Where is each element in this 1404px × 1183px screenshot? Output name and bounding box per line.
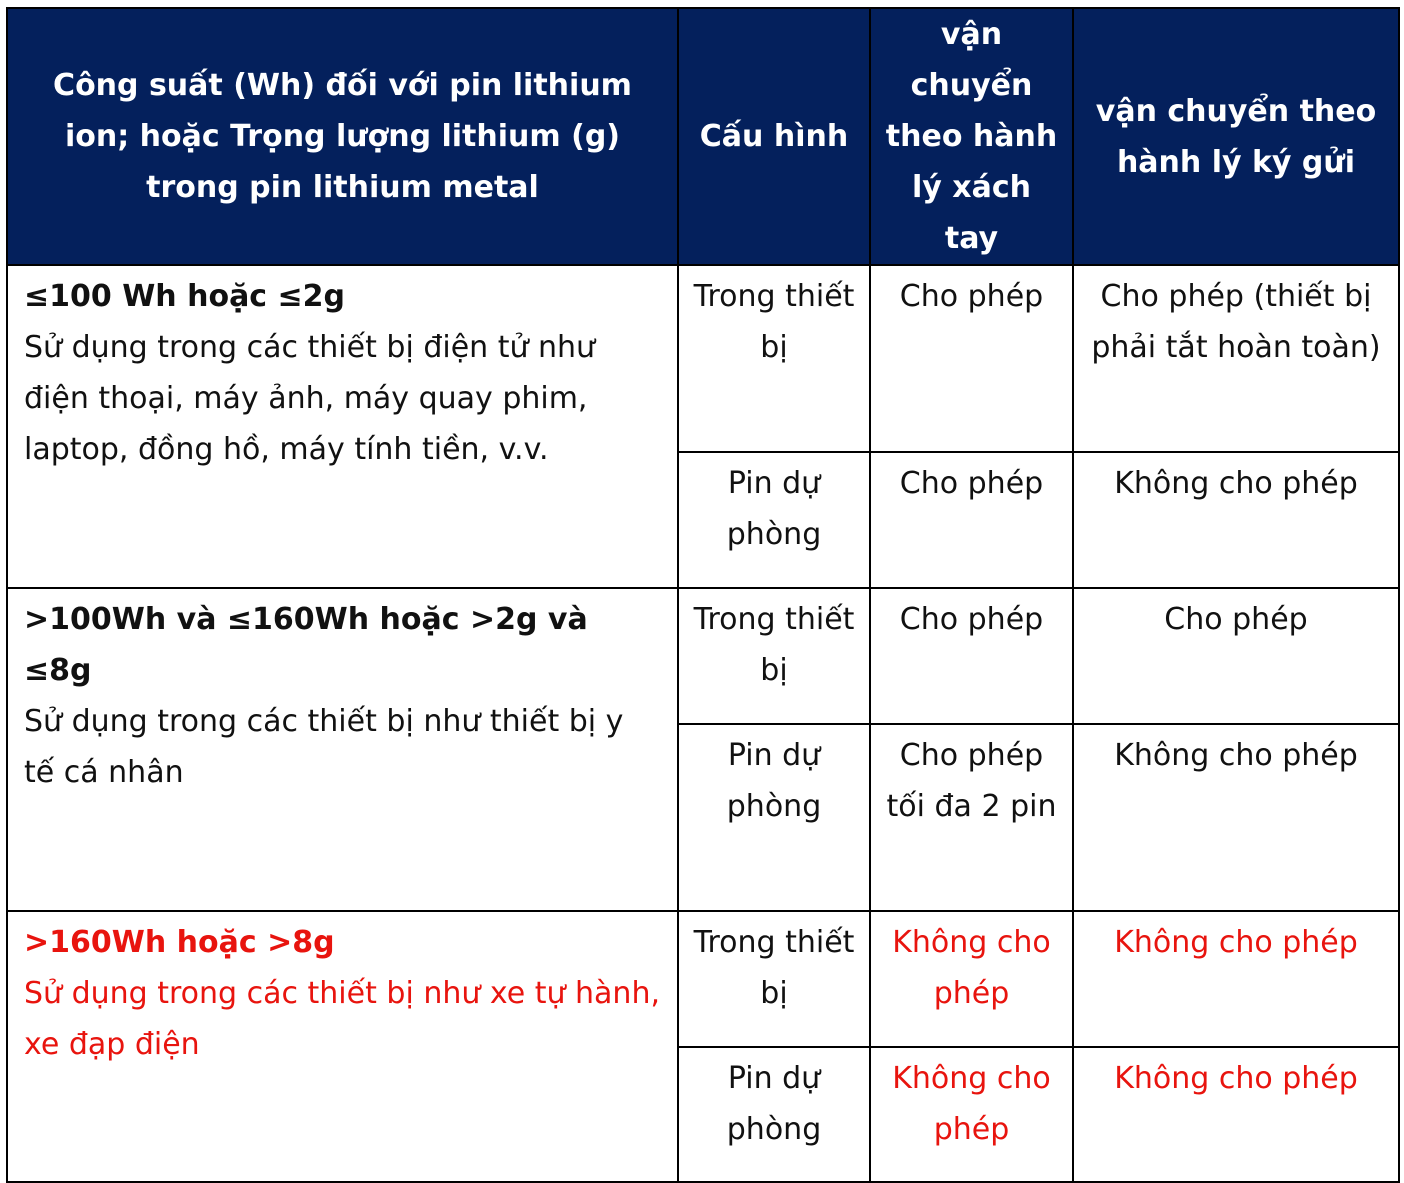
carry-on-cell: Cho phép xyxy=(870,588,1073,724)
configuration-cell: Trong thiết bị xyxy=(678,911,870,1047)
configuration-cell: Trong thiết bị xyxy=(678,588,870,724)
header-checked: vận chuyển theo hành lý ký gửi xyxy=(1073,8,1399,265)
carry-on-cell: Cho phép tối đa 2 pin xyxy=(870,724,1073,911)
header-configuration: Cấu hình xyxy=(678,8,870,265)
condition-title: >100Wh và ≤160Wh hoặc >2g và ≤8g xyxy=(24,602,588,688)
condition-cell xyxy=(7,265,678,588)
battery-rules-table xyxy=(6,7,1400,1183)
condition-cell xyxy=(7,911,678,1182)
condition-title: ≤100 Wh hoặc ≤2g xyxy=(24,279,346,314)
battery-rules-table-wrapper xyxy=(6,7,1400,1183)
checked-cell: Không cho phép xyxy=(1073,1047,1399,1182)
configuration-cell: Pin dự phòng xyxy=(678,452,870,588)
checked-cell: Không cho phép xyxy=(1073,724,1399,911)
condition-cell xyxy=(7,588,678,911)
header-carry-on: vận chuyển theo hành lý xách tay xyxy=(870,8,1073,265)
table-header-row xyxy=(7,8,1399,265)
condition-description: Sử dụng trong các thiết bị như thiết bị y tế cá nhân xyxy=(24,704,624,790)
checked-cell: Cho phép (thiết bị phải tắt hoàn toàn) xyxy=(1073,265,1399,452)
carry-on-cell: Không cho phép xyxy=(870,1047,1073,1182)
table-row xyxy=(7,588,1399,724)
carry-on-cell: Không cho phép xyxy=(870,911,1073,1047)
condition-description: Sử dụng trong các thiết bị như xe tự hành, xe đạp điện xyxy=(24,976,660,1062)
configuration-cell: Pin dự phòng xyxy=(678,724,870,911)
configuration-cell: Trong thiết bị xyxy=(678,265,870,452)
checked-cell: Cho phép xyxy=(1073,588,1399,724)
checked-cell: Không cho phép xyxy=(1073,452,1399,588)
checked-cell: Không cho phép xyxy=(1073,911,1399,1047)
condition-title: >160Wh hoặc >8g xyxy=(24,925,335,960)
carry-on-cell: Cho phép xyxy=(870,265,1073,452)
configuration-cell: Pin dự phòng xyxy=(678,1047,870,1182)
header-capacity: Công suất (Wh) đối với pin lithium ion; hoặc Trọng lượng lithium (g) trong pin lithium metal xyxy=(7,8,678,265)
table-row xyxy=(7,911,1399,1047)
condition-description: Sử dụng trong các thiết bị điện tử như điện thoại, máy ảnh, máy quay phim, laptop, đồng hồ, máy tính tiền, v.v. xyxy=(24,330,596,467)
table-row xyxy=(7,265,1399,452)
carry-on-cell: Cho phép xyxy=(870,452,1073,588)
